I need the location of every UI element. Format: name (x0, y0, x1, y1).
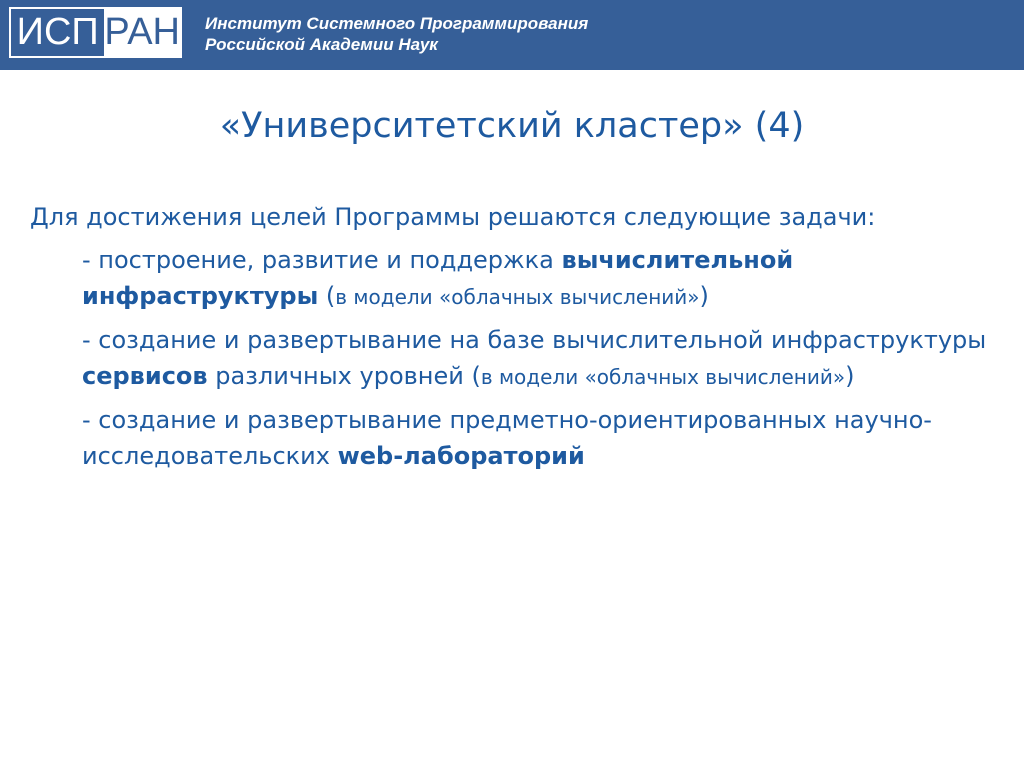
logo-right-text: РАН (104, 9, 180, 56)
header-bar (0, 0, 1024, 70)
ispras-logo (9, 7, 182, 58)
list-item (82, 242, 1015, 315)
item-bold-text: вычислительной инфраструктуры (82, 246, 794, 310)
item-text: ) (845, 362, 855, 390)
item-text: - построение, развитие и поддержка (82, 246, 562, 274)
list-item (82, 402, 1015, 474)
list-item (82, 322, 1015, 395)
institute-name-line1: Институт Системного Программирования (205, 14, 589, 33)
item-text: ) (699, 282, 709, 310)
item-text: - создание и развертывание на базе вычислительной инфраструктуры (82, 326, 987, 354)
item-note: в модели «облачных вычислений» (335, 285, 700, 309)
item-bold-text: сервисов (82, 362, 208, 390)
institute-name-line2: Российской Академии Наук (205, 35, 438, 54)
item-text: - создание и развертывание предметно-ориентированных научно-исследовательских (82, 406, 932, 470)
intro-text: Для достижения целей Программы решаются следующие задачи: (30, 203, 876, 231)
logo-left-text: ИСП (11, 9, 104, 56)
item-bold-text: web-лабораторий (337, 442, 585, 470)
item-text: различных уровней ( (207, 362, 481, 390)
institute-name (205, 13, 588, 55)
slide-body (30, 199, 1015, 474)
slide-title: «Университетский кластер» (4) (219, 106, 805, 146)
item-text: ( (318, 282, 336, 310)
item-note: в модели «облачных вычислений» (480, 365, 846, 389)
